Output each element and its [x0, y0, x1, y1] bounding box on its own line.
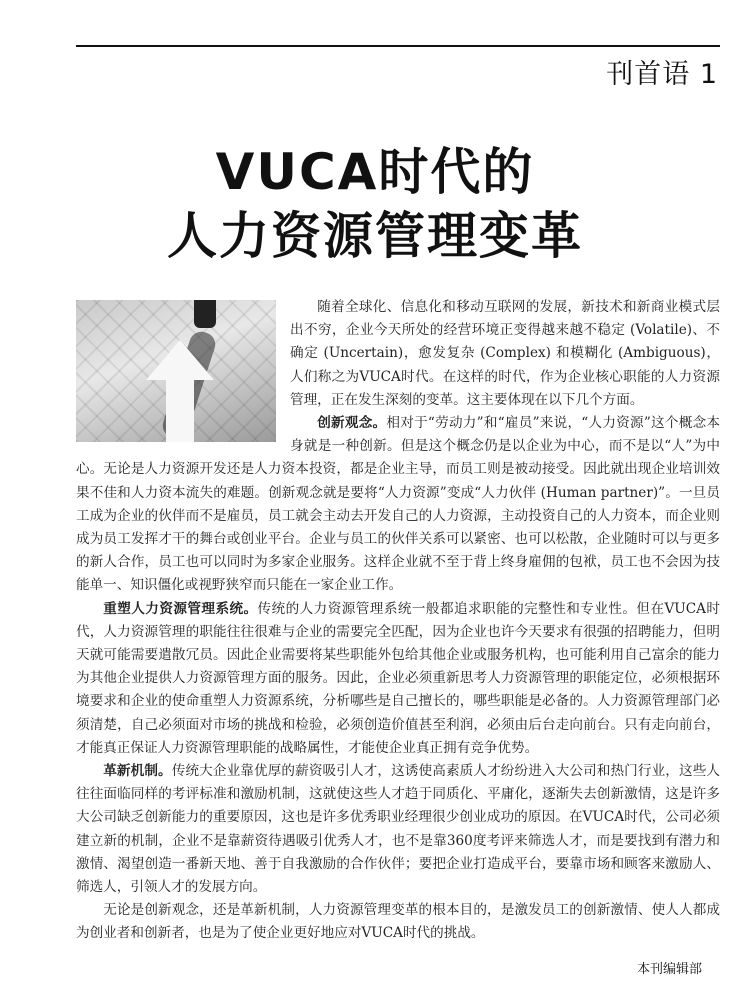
section-name: 刊首语 — [606, 59, 691, 90]
article-body — [76, 296, 720, 946]
arrow-on-pavement-photo — [76, 300, 276, 442]
section-header — [606, 52, 718, 91]
header-rule — [76, 45, 720, 47]
paragraph: 无论是创新观念，还是革新机制，人力资源管理变革的根本目的，是激发员工的创新激情、使人人都成为创业者和创新者，也是为了使企业更好地应对VUCA时代的挑战。 — [76, 902, 720, 942]
paragraph: 创新观念。相对于“劳动力”和“雇员”来说，“人力资源”这个概念本身就是一种创新。但是这个概念仍是以企业为中心，而不是以“人”为中心。无论是人力资源开发还是人力资本投资，都是企业主导，而员工则是被动接受。因此就出现企业培训效果不佳和人力资本流失的难题。创新观念就是要将“人力资源”变成“人力伙伴 (Human partner)”。一旦员工成为企业的伙伴而不是雇员，员工就会主动去开发自己的人力资源，主动投资自己的人力资本，而企业则成为员工发挥才干的舞台或创业平台。企业与员工的伙伴关系可以紧密、也可以松散，企业随时可以与更多的新人合作，员工也可以同时为多家企业服务。这样企业就不至于背上终身雇佣的包袱，员工也不会因为技能单一、知识僵化或视野狭窄而只能在一家企业工作。 — [76, 415, 721, 594]
title-line-2: 人力资源管理变革 — [167, 207, 583, 265]
article-title — [0, 140, 750, 268]
paragraph: 重塑人力资源管理系统。传统的人力资源管理系统一般都追求职能的完整性和专业性。但在VUCA时代，人力资源管理的职能往往很难与企业的需要完全匹配，因为企业也许今天要求有很强的招聘能力，但明天就可能需要遣散冗员。因此企业需要将某些职能外包给其他企业或服务机构，也可能利用自己富余的能力为其他企业提供人力资源管理方面的服务。因此，企业必须重新思考人力资源管理的职能定位，必须根据环境要求和企业的使命重塑人力资源系统，分析哪些是自己擅长的，哪些职能是必备的。人力资源管理部门必须清楚，自己必须面对市场的挑战和检验，必须创造价值甚至利润，必须由后台走向前台。只有走向前台，才能真正保证人力资源管理职能的战略属性，才能使企业真正拥有竞争优势。 — [76, 600, 720, 756]
paragraph: 革新机制。传统大企业靠优厚的薪资吸引人才，这诱使高素质人才纷纷进入大公司和热门行业，这些人往往面临同样的考评标准和激励机制，这就使这些人才趋于同质化、平庸化，逐渐失去创新激情，这是许多大公司缺乏创新能力的重要原因，这也是许多优秀职业经理很少创业成功的原因。在VUCA时代，公司必须建立新的机制，企业不是靠薪资待遇吸引优秀人才，也不是靠360度考评来筛选人才，而是要找到有潜力和激情、渴望创造一番新天地、善于自我激励的合作伙伴；要把企业打造成平台，要靠市场和顾客来激励人、筛选人，引领人才的发展方向。 — [76, 763, 721, 896]
page-number: 1 — [699, 59, 718, 90]
title-line-1: VUCA时代的 — [215, 143, 535, 201]
paragraph: 随着全球化、信息化和移动互联网的发展，新技术和新商业模式层出不穷，企业今天所处的经营环境正变得越来越不稳定 (Volatile)、不确定 (Uncertain)，愈发复杂 (Complex) 和模糊化 (Ambiguous)，人们称之为VUCA时代。在这样的时代，作为企业核心职能的人力资源管理，正在发生深刻的变革。这主要体现在以下几个方面。 — [290, 299, 720, 408]
author-signature: 本刊编辑部 — [636, 962, 702, 977]
